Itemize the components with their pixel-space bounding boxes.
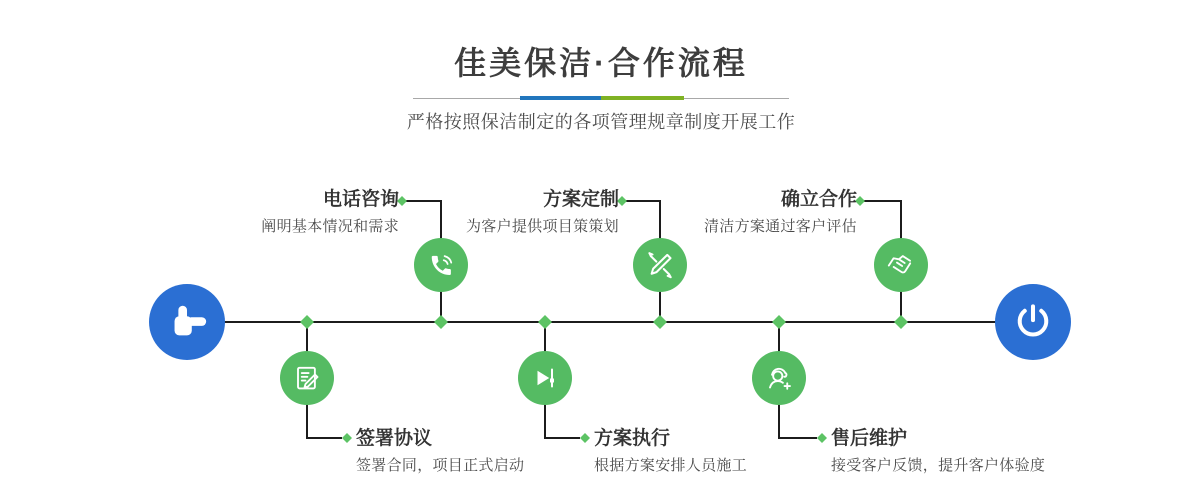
step-title: 确立合作 xyxy=(780,189,857,210)
label-diamond xyxy=(580,433,590,443)
timeline-diamond xyxy=(894,315,908,329)
step-node-execute xyxy=(518,351,572,405)
step-title: 售后维护 xyxy=(831,428,908,449)
pointing-hand-icon xyxy=(164,299,210,345)
design-tools-icon xyxy=(645,250,675,280)
step-title: 方案执行 xyxy=(594,428,671,449)
label-diamond xyxy=(342,433,352,443)
phone-icon xyxy=(426,250,456,280)
step-label-block xyxy=(356,428,524,475)
timeline-diamond xyxy=(653,315,667,329)
power-icon xyxy=(1011,300,1055,344)
label-diamond xyxy=(817,433,827,443)
step-label-block xyxy=(831,428,1045,475)
contract-sign-icon xyxy=(292,363,322,393)
step-node-phone xyxy=(414,238,468,292)
execute-play-icon xyxy=(530,363,560,393)
timeline-diamond xyxy=(538,315,552,329)
timeline-diamond xyxy=(300,315,314,329)
step-label-block xyxy=(594,428,747,475)
step-title: 方案定制 xyxy=(542,189,619,210)
start-node xyxy=(149,284,225,360)
step-desc: 签署合同，项目正式启动 xyxy=(356,457,525,474)
step-desc: 为客户提供项目策策划 xyxy=(465,218,619,235)
step-title: 电话咨询 xyxy=(322,189,399,210)
step-node-design xyxy=(633,238,687,292)
headset-service-icon xyxy=(764,363,794,393)
step-title: 签署协议 xyxy=(356,428,433,449)
timeline-diamond xyxy=(772,315,786,329)
step-desc: 阐明基本情况和需求 xyxy=(261,218,399,235)
step-desc: 接受客户反馈，提升客户体验度 xyxy=(831,457,1046,474)
handshake-icon xyxy=(885,249,917,281)
end-node xyxy=(995,284,1071,360)
step-label-block xyxy=(261,189,399,236)
step-desc: 根据方案安排人员施工 xyxy=(594,457,748,474)
step-label-block xyxy=(466,189,619,236)
timeline-diamond xyxy=(434,315,448,329)
page-title: 佳美保洁·合作流程 xyxy=(454,45,748,81)
step-node-service xyxy=(752,351,806,405)
step-label-block xyxy=(704,189,857,236)
step-node-handshake xyxy=(874,238,928,292)
step-desc: 清洁方案通过客户评估 xyxy=(703,218,857,235)
step-node-contract xyxy=(280,351,334,405)
page-subtitle: 严格按照保洁制定的各项管理规章制度开展工作 xyxy=(406,112,796,132)
